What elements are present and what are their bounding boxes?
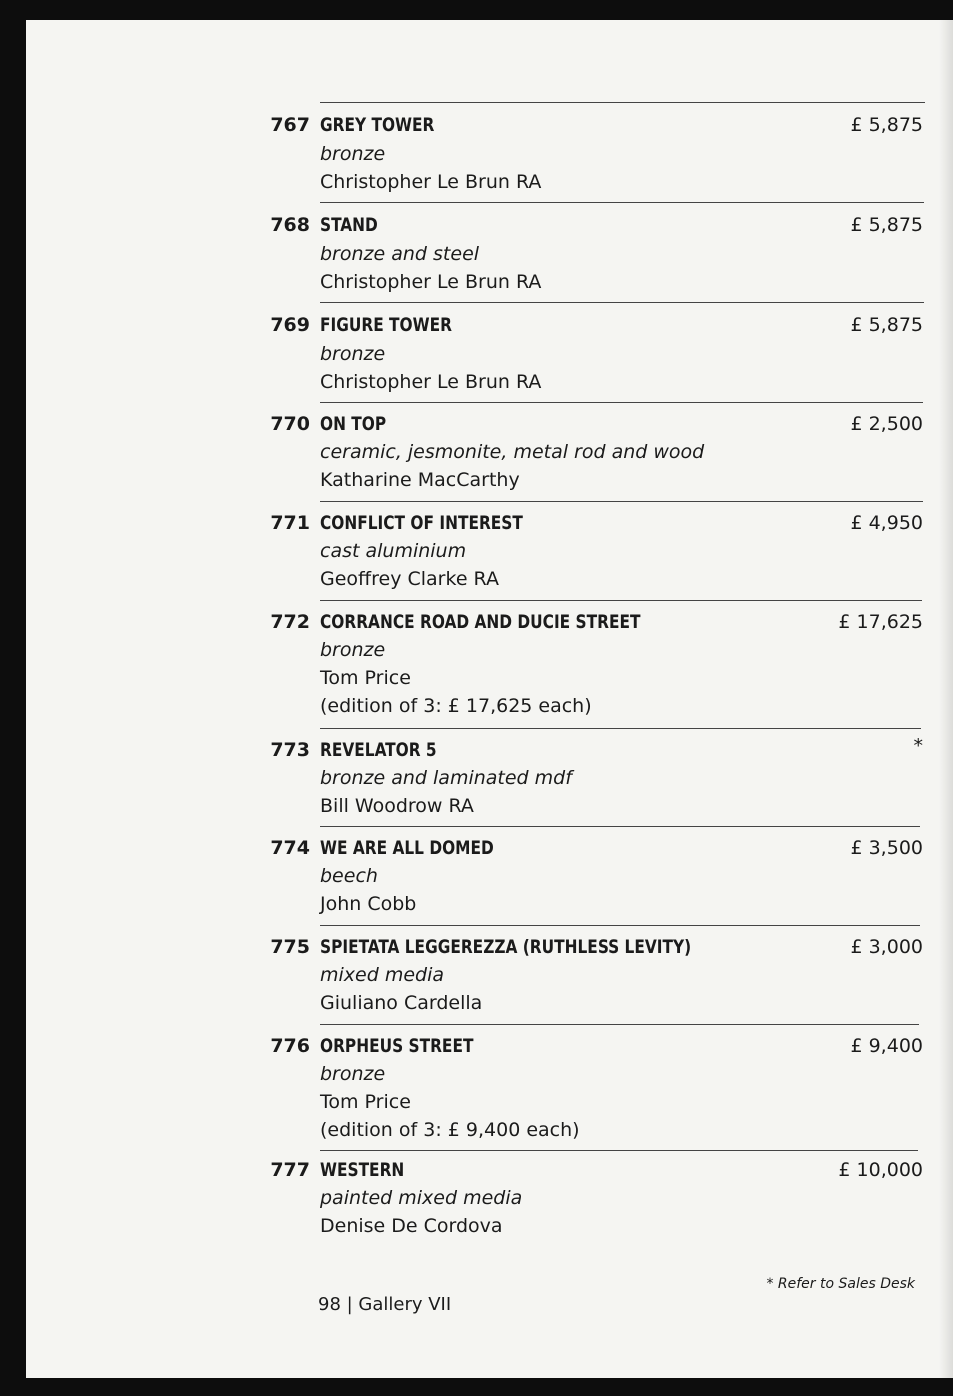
entry-artist: Christopher Le Brun RA: [320, 371, 542, 393]
entry-divider: [320, 402, 923, 403]
entry-divider: [320, 826, 920, 827]
entry-medium: bronze: [320, 639, 386, 661]
entry-artist: Bill Woodrow RA: [320, 795, 474, 817]
entry-artist: Tom Price: [320, 667, 411, 689]
entry-number: 774: [270, 837, 310, 859]
entry-divider: [320, 600, 922, 601]
entry-price: £ 17,625: [838, 611, 923, 633]
entry-artist: Giuliano Cardella: [320, 992, 483, 1014]
entry-title: STAND: [320, 214, 378, 236]
entry-title: CORRANCE ROAD AND DUCIE STREET: [320, 611, 641, 633]
entry-number: 773: [270, 739, 310, 761]
entry-number: 775: [270, 936, 310, 958]
entry-price: £ 5,875: [850, 114, 923, 136]
entry-divider: [320, 1150, 918, 1151]
entry-title: CONFLICT OF INTEREST: [320, 512, 523, 534]
entry-medium: bronze: [320, 343, 386, 365]
entry-title: SPIETATA LEGGEREZZA (RUTHLESS LEVITY): [320, 936, 692, 958]
entry-number: 770: [270, 413, 310, 435]
entry-artist: Geoffrey Clarke RA: [320, 568, 499, 590]
entry-artist: Denise De Cordova: [320, 1215, 503, 1237]
entry-artist: Tom Price: [320, 1091, 411, 1113]
entry-divider: [320, 925, 920, 926]
page-footer: 98 | Gallery VII: [318, 1294, 452, 1315]
entry-number: 767: [270, 114, 310, 136]
entry-medium: mixed media: [320, 964, 445, 986]
entry-title: ORPHEUS STREET: [320, 1035, 474, 1057]
entry-edition: (edition of 3: £ 17,625 each): [320, 695, 592, 717]
entry-medium: bronze and steel: [320, 243, 480, 265]
entry-divider: [320, 102, 925, 103]
entry-price: £ 3,000: [850, 936, 923, 958]
entry-price: £ 5,875: [850, 314, 923, 336]
entry-price: £ 2,500: [850, 413, 923, 435]
entry-medium: painted mixed media: [320, 1187, 523, 1209]
entry-title: WESTERN: [320, 1159, 405, 1181]
entry-artist: Katharine MacCarthy: [320, 469, 520, 491]
entry-title: REVELATOR 5: [320, 739, 437, 761]
entry-medium: beech: [320, 865, 378, 887]
entry-artist: Christopher Le Brun RA: [320, 271, 542, 293]
entry-number: 769: [270, 314, 310, 336]
entry-artist: Christopher Le Brun RA: [320, 171, 542, 193]
entry-medium: cast aluminium: [320, 540, 467, 562]
entry-price: £ 5,875: [850, 214, 923, 236]
entry-title: ON TOP: [320, 413, 387, 435]
entry-divider: [320, 728, 921, 729]
entry-medium: bronze: [320, 1063, 386, 1085]
sales-desk-note: * Refer to Sales Desk: [766, 1276, 915, 1292]
catalogue-page: [26, 20, 953, 1378]
entry-artist: John Cobb: [320, 893, 417, 915]
entry-price: £ 10,000: [838, 1159, 923, 1181]
entry-title: FIGURE TOWER: [320, 314, 452, 336]
entry-number: 768: [270, 214, 310, 236]
entry-title: WE ARE ALL DOMED: [320, 837, 494, 859]
entry-medium: ceramic, jesmonite, metal rod and wood: [320, 441, 705, 463]
entry-title: GREY TOWER: [320, 114, 435, 136]
entry-number: 777: [270, 1159, 310, 1181]
entry-divider: [320, 1024, 919, 1025]
entry-divider: [320, 501, 923, 502]
entry-number: 772: [270, 611, 310, 633]
entry-price: £ 9,400: [850, 1035, 923, 1057]
entry-divider: [320, 302, 924, 303]
entry-number: 771: [270, 512, 310, 534]
entry-divider: [320, 202, 924, 203]
entry-medium: bronze: [320, 143, 386, 165]
entry-number: 776: [270, 1035, 310, 1057]
entry-medium: bronze and laminated mdf: [320, 767, 572, 789]
entry-price: *: [913, 735, 923, 757]
entry-price: £ 3,500: [850, 837, 923, 859]
entry-edition: (edition of 3: £ 9,400 each): [320, 1119, 580, 1141]
entry-price: £ 4,950: [850, 512, 923, 534]
